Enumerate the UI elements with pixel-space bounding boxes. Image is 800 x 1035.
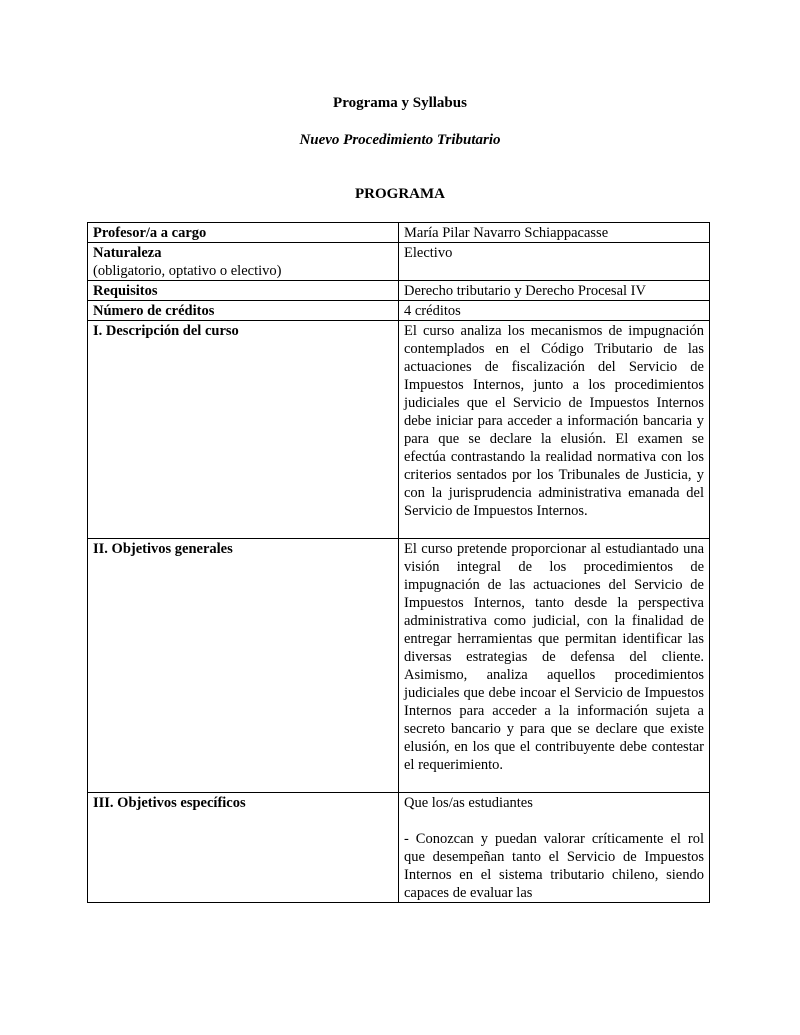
table-row bbox=[88, 539, 710, 793]
table-row bbox=[88, 223, 710, 243]
row-label-naturaleza-cell bbox=[88, 243, 399, 281]
row-value-creditos: 4 créditos bbox=[399, 301, 710, 321]
row-value-requisitos: Derecho tributario y Derecho Procesal IV bbox=[399, 281, 710, 301]
table-row bbox=[88, 321, 710, 539]
spacer bbox=[404, 520, 704, 538]
row-label-creditos: Número de créditos bbox=[88, 301, 399, 321]
row-value-generales: El curso pretende proporcionar al estudiantado una visión integral de los procedimientos de impugnación de las actuaciones del Servicio de Impuestos Internos, tanto desde la perspectiva administrativa como judicial, con la finalidad de entregar herramientas que permitan identificar las diversas estrategias de defensa del cliente. Asimismo, analiza aquellos procedimientos judiciales que debe incoar el Servicio de Impuestos Internos para acceder a la información sujeta a secreto bancario y para que se declare que existe elusión, en los que el contribuyente debe contestar el requerimiento. bbox=[404, 541, 704, 773]
row-value-profesor: María Pilar Navarro Schiappacasse bbox=[399, 223, 710, 243]
table-row bbox=[88, 301, 710, 321]
row-label-generales: II. Objetivos generales bbox=[88, 539, 399, 793]
row-value-naturaleza: Electivo bbox=[399, 243, 710, 281]
section-heading: PROGRAMA bbox=[355, 186, 445, 202]
row-value-especificos: - Conozcan y puedan valorar críticamente el rol que desempeñan tanto el Servicio de Impuestos Internos en el sistema tributario chileno, siendo capaces de evaluar las bbox=[404, 831, 704, 901]
document-title: Programa y Syllabus bbox=[333, 95, 467, 111]
table-row bbox=[88, 281, 710, 301]
spacer bbox=[404, 774, 704, 792]
row-label-profesor: Profesor/a a cargo bbox=[88, 223, 399, 243]
table-row bbox=[88, 793, 710, 903]
row-label-especificos: III. Objetivos específicos bbox=[88, 793, 399, 903]
row-value-descripcion-cell bbox=[399, 321, 710, 539]
row-label-descripcion: I. Descripción del curso bbox=[88, 321, 399, 539]
row-label-naturaleza: Naturaleza bbox=[93, 245, 162, 261]
syllabus-table bbox=[87, 222, 710, 903]
row-intro-especificos: Que los/as estudiantes bbox=[404, 795, 533, 811]
spacer bbox=[404, 812, 704, 830]
row-value-descripcion: El curso analiza los mecanismos de impugnación contemplados en el Código Tributario de las actuaciones de fiscalización del Servicio de Impuestos Internos, junto a los procedimientos judiciales que el Servicio de Impuestos Internos debe iniciar para acceder a información bancaria y para que se declare la elusión. El examen se efectúa contrastando la realidad normativa con los criterios sentados por los Tribunales de Justicia, y con la jurisprudencia administrativa emanada del Servicio de Impuestos Internos. bbox=[404, 323, 704, 519]
course-name: Nuevo Procedimiento Tributario bbox=[299, 132, 501, 148]
table-row bbox=[88, 243, 710, 281]
row-note-naturaleza: (obligatorio, optativo o electivo) bbox=[93, 263, 282, 279]
row-value-especificos-cell bbox=[399, 793, 710, 903]
row-value-generales-cell bbox=[399, 539, 710, 793]
row-label-requisitos: Requisitos bbox=[88, 281, 399, 301]
